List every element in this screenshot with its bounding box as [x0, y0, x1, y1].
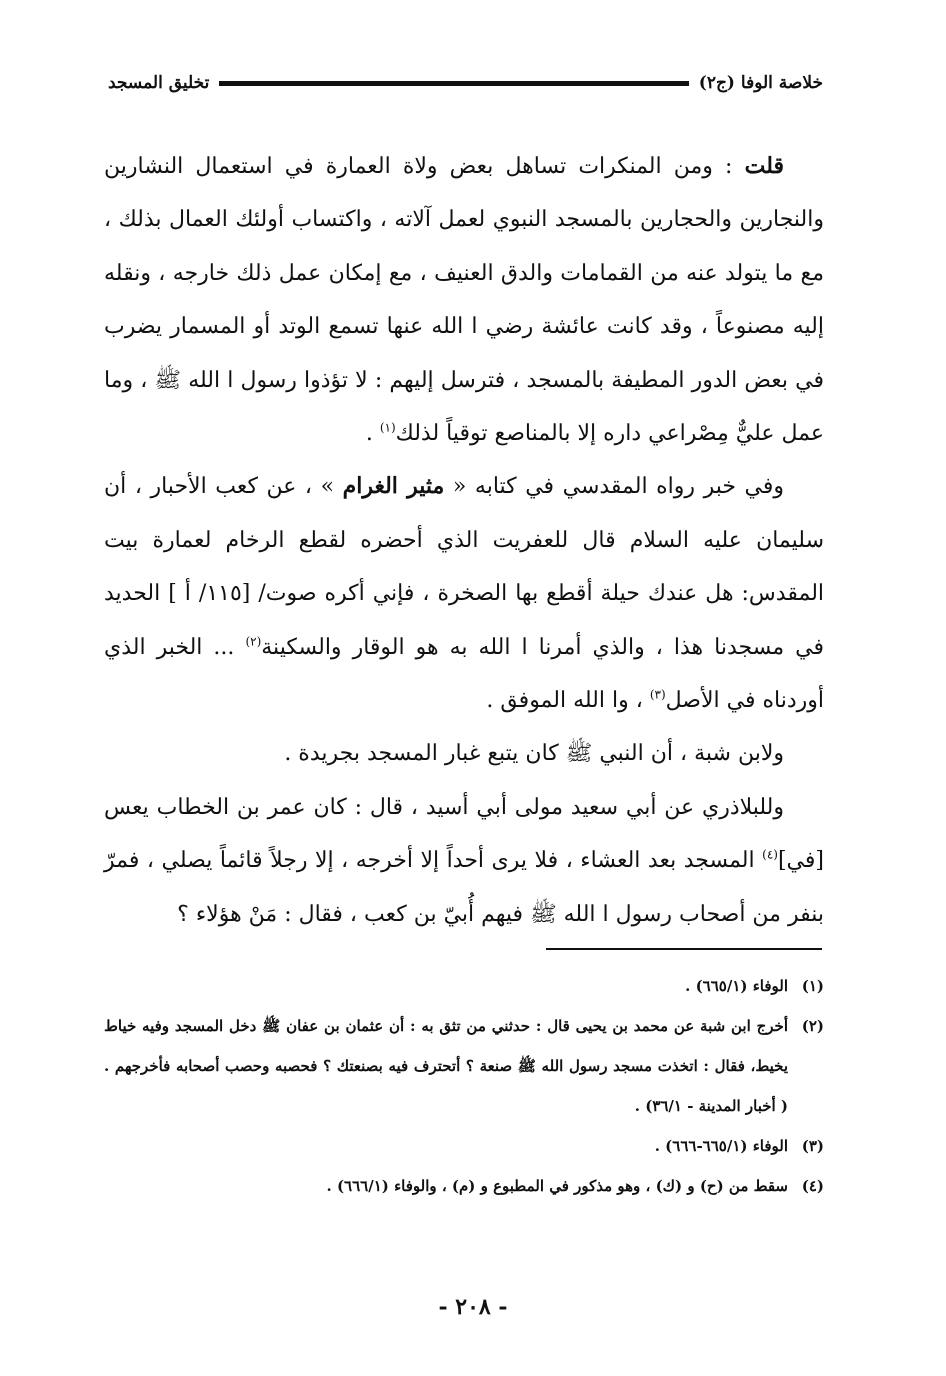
paragraph-2-part-d: ، وا الله الموفق .	[486, 688, 643, 714]
footnote-separator	[546, 948, 822, 950]
footnote-3-text: الوفاء (٦٦٥/١-٦٦٦) .	[654, 1137, 788, 1155]
footnote-4-number: (٤)	[801, 1177, 824, 1195]
paragraph-2-part-c: ... الخبر الذي أوردناه في الأصل	[104, 634, 824, 714]
paragraph-1-lead: قلت	[744, 153, 784, 179]
paragraph-2-part-b: » ، عن كعب الأحبار ، أن سليمان عليه السلام قال للعفريت الذي أحضره لقطع الرخام لعمارة بيت المقدس: هل عندك حيلة أقطع بها الصخرة ، فإني أكره صوت/ [١١٥/ أ ] الحديد في مسجدنا هذا ، والذي أمرنا ا الله به هو الوقار والسكينة	[104, 474, 825, 660]
footnote-ref-3: (٣)	[649, 687, 666, 702]
paragraph-1-text: : ومن المنكرات تساهل بعض ولاة العمارة في استعمال النشارين والنجارين والحجارين بالمسجد النبوي لعمل آلاته ، واكتساب أولئك العمال بذلك ، مع ما يتولد عنه من القمامات والدق العنيف ، مع إمكان عمل ذلك خارجه ، ونقله إليه مصنوعاً ، وقد كانت عائشة رضي ا الله عنها تسمع الوتد أو المسمار يضرب في بعض الدور المطيفة بالمسجد ، فترسل إليهم : لا تؤذوا رسول ا الله ﷺ ، وما عمل عليٌّ مِصْراعي داره إلا بالمناصع توقياً لذلك	[104, 154, 824, 447]
footnote-1	[104, 966, 824, 1006]
footnote-1-number: (١)	[801, 977, 824, 995]
header-section-title: تخليق المسجد	[108, 73, 210, 93]
footnote-1-text: الوفاء (٦٦٥/١) .	[685, 977, 788, 995]
header-book-title: خلاصة الوفا (ج٢)	[698, 73, 823, 93]
paragraph-4-part-b: المسجد بعد العشاء ، فلا يرى أحداً إلا أخرجه ، إلا رجلاً قائماً يصلي ، فمرّ بنفر من أصحاب رسول ا الله ﷺ فيهم أُبيّ بن كعب ، فقال : مَنْ هؤلاء ؟	[104, 848, 824, 927]
book-title-mention: مثير الغرام	[342, 473, 445, 500]
paragraph-1-end: .	[365, 421, 373, 447]
footnotes	[104, 966, 824, 1206]
footnote-4-text: سقط من (ح) و (ك) ، وهو مذكور في المطبوع و (م) ، والوفاء (٦٦٦/١) .	[326, 1177, 788, 1195]
footnote-ref-1: (١)	[379, 420, 396, 435]
running-header	[108, 66, 823, 100]
footnote-2-text: أخرج ابن شبة عن محمد بن يحيى قال : حدثني من تثق به : أن عثمان بن عفان ﷺ دخل المسجد وفيه خياط يخيط، فقال : اتخذت مسجد رسول الله ﷺ صنعة ؟ أتحترف فيه بصنعتك ؟ فحصبه وحصب أصحابه فأخرجهم . ( أخبار المدينة - ٣٦/١) .	[104, 1017, 788, 1115]
footnote-ref-4: (٤)	[762, 847, 778, 862]
footnote-3-number: (٣)	[801, 1137, 824, 1155]
footnote-ref-2: (٢)	[245, 634, 262, 649]
header-rule	[219, 81, 688, 86]
paragraph-2	[104, 460, 824, 727]
footnote-4	[104, 1166, 824, 1206]
page-number: - ٢٠٨ -	[438, 1294, 508, 1320]
paragraph-4	[104, 781, 824, 941]
main-text	[104, 140, 824, 941]
paragraph-4-part-a: وللبلاذري عن أبي سعيد مولى أبي أسيد ، قال : كان عمر بن الخطاب يعس [في]	[104, 794, 824, 874]
footnote-3	[104, 1126, 824, 1166]
paragraph-1	[104, 140, 824, 460]
footnote-2	[104, 1006, 824, 1126]
paragraph-3: ولابن شبة ، أن النبي ﷺ كان يتبع غبار المسجد بجريدة .	[284, 741, 784, 767]
paragraph-2-part-a: وفي خبر رواه المقدسي في كتابه «	[452, 474, 784, 500]
footnote-2-number: (٢)	[801, 1017, 824, 1035]
